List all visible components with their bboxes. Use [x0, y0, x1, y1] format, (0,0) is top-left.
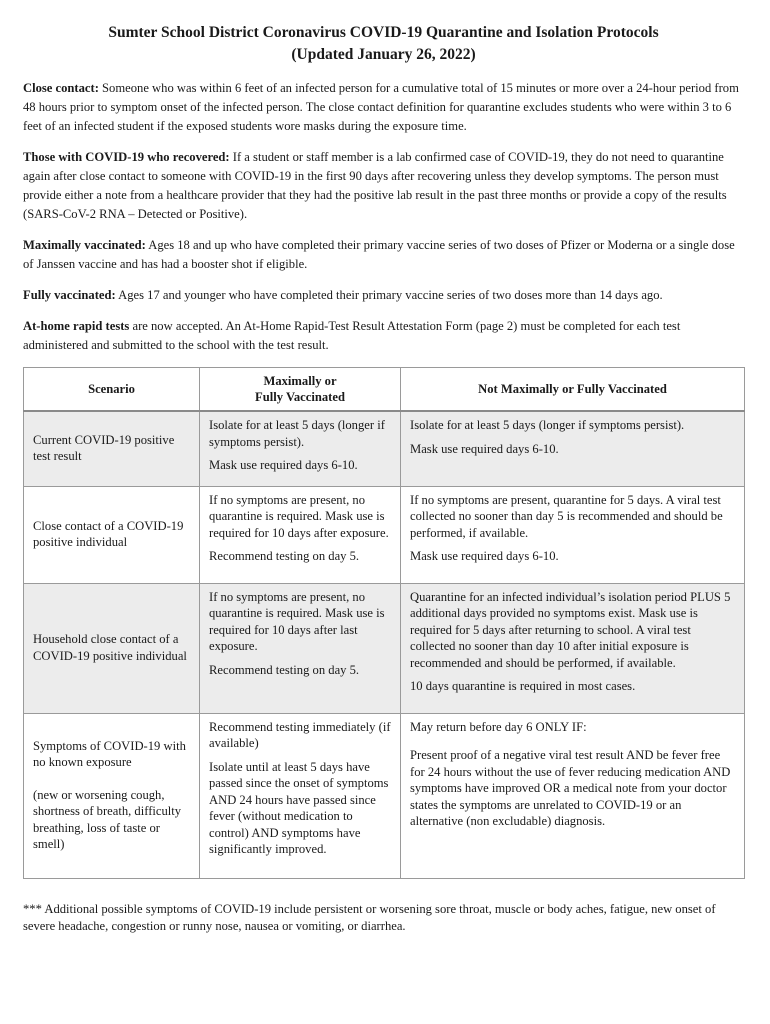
- cell-text: Isolate for at least 5 days (longer if symptoms persist).: [209, 418, 385, 449]
- header-max-line-1: Maximally or: [263, 373, 337, 388]
- definition-at-home-tests: [23, 317, 744, 355]
- cell-text: Isolate until at least 5 days have passed since the onset of symptoms AND 24 hours have passed since fever (without medication to control) AND symptoms have significantly improved.: [209, 759, 389, 856]
- max-vaccinated-cell: [200, 583, 401, 713]
- cell-text: Recommend testing on day 5.: [209, 549, 360, 563]
- protocol-table: [23, 367, 745, 879]
- definition-text: Someone who was within 6 feet of an infected person for a cumulative total of 15 minutes or more over a 24-hour period from 48 hours prior to symptom onset of the infected person. The close contact definition for quarantine excludes students who were within 3 to 6 feet of an infected student if the exposed students wore masks during the exposure time.: [23, 81, 739, 133]
- document-page: [23, 22, 744, 947]
- not-vaccinated-cell: [401, 411, 745, 486]
- header-max-line-2: Fully Vaccinated: [255, 390, 345, 404]
- cell-text: Quarantine for an infected individual’s isolation period PLUS 5 additional days provided no symptoms exist. Mask use is required for 5 days after returning to school. A viral test collected no sooner than day 10 after initial exposure is recommended and should be performed, if available.: [410, 589, 731, 670]
- scenario-text: Symptoms of COVID-19 with no known exposure: [33, 738, 186, 769]
- title-line-1: Sumter School District Coronavirus COVID-19 Quarantine and Isolation Protocols: [108, 24, 659, 41]
- definition-text: Ages 18 and up who have completed their primary vaccine series of two doses of Pfizer or Moderna or a single dose of Janssen vaccine and has had a booster shot if eligible.: [23, 238, 735, 271]
- definition-fully-vaccinated: [23, 286, 744, 305]
- definition-term: Fully vaccinated:: [23, 288, 116, 302]
- scenario-cell: [24, 486, 200, 583]
- header-not-maximally-vaccinated: Not Maximally or Fully Vaccinated: [401, 368, 745, 412]
- cell-text: 10 days quarantine is required in most cases.: [410, 679, 636, 693]
- definition-maximally-vaccinated: [23, 236, 744, 274]
- scenario-text: Close contact of a COVID-19 positive individual: [33, 518, 184, 549]
- cell-text: Recommend testing immediately (if available): [209, 719, 391, 750]
- cell-text: If no symptoms are present, no quarantine is required. Mask use is required for 10 days after exposure.: [209, 492, 389, 540]
- cell-text: If no symptoms are present, no quarantine is required. Mask use is required for 10 days after last exposure.: [209, 589, 385, 653]
- definition-close-contact: [23, 79, 744, 136]
- header-scenario: Scenario: [24, 368, 200, 412]
- definition-term: Those with COVID-19 who recovered:: [23, 150, 230, 164]
- scenario-cell: [24, 583, 200, 713]
- scenario-cell: [24, 411, 200, 486]
- cell-text: Mask use required days 6-10.: [410, 549, 559, 563]
- not-vaccinated-cell: [401, 713, 745, 878]
- cell-text: Mask use required days 6-10.: [410, 441, 559, 456]
- cell-text: Isolate for at least 5 days (longer if symptoms persist).: [410, 418, 685, 432]
- not-vaccinated-cell: [401, 486, 745, 583]
- cell-text: Mask use required days 6-10.: [209, 458, 358, 472]
- table-row: [24, 713, 745, 878]
- cell-text: If no symptoms are present, quarantine for 5 days. A viral test collected no sooner than day 5 is recommended and should be performed, if available.: [410, 492, 723, 540]
- max-vaccinated-cell: [200, 486, 401, 583]
- definition-term: Close contact:: [23, 81, 99, 95]
- document-title: [23, 22, 744, 66]
- scenario-cell: [24, 713, 200, 878]
- footnote: *** Additional possible symptoms of COVID-19 include persistent or worsening sore throat, muscle or body aches, fatigue, new onset of severe headache, congestion or runny nose, nausea or vomiting, or diarrhea.: [23, 901, 716, 933]
- table-row: [24, 411, 745, 486]
- definition-text: Ages 17 and younger who have completed their primary vaccine series of two doses more than 14 days ago.: [115, 288, 663, 302]
- definition-term: Maximally vaccinated:: [23, 238, 146, 252]
- not-vaccinated-cell: [401, 583, 745, 713]
- cell-text: May return before day 6 ONLY IF:: [410, 719, 587, 734]
- max-vaccinated-cell: [200, 411, 401, 486]
- title-line-2: (Updated January 26, 2022): [291, 46, 476, 63]
- table-row: [24, 486, 745, 583]
- definition-recovered: [23, 148, 744, 224]
- definition-text: are now accepted. An At-Home Rapid-Test Result Attestation Form (page 2) must be completed for each test administered and submitted to the school with the test result.: [23, 319, 681, 352]
- max-vaccinated-cell: [200, 713, 401, 878]
- definition-text: If a student or staff member is a lab confirmed case of COVID-19, they do not need to quarantine again after close contact to someone with COVID-19 in the first 90 days after recovering unless they develop symptoms. The person must provide either a note from a healthcare provider that they had the positive lab result in the past three months or provide a copy of the results (SARS-CoV-2 RNA – Detected or Positive).: [23, 150, 727, 221]
- header-maximally-vaccinated: [200, 368, 401, 412]
- scenario-text: Current COVID-19 positive test result: [33, 432, 175, 464]
- definitions-section: [23, 79, 744, 355]
- cell-text: Present proof of a negative viral test result AND be fever free for 24 hours without the use of fever reducing medication AND symptoms have improved OR a medical note from your doctor states the symptoms are unrelated to COVID-19 or an alternative (non excludable) diagnosis.: [410, 748, 731, 828]
- definition-term: At-home rapid tests: [23, 319, 130, 333]
- cell-text: Recommend testing on day 5.: [209, 662, 360, 677]
- table-row: [24, 583, 745, 713]
- scenario-text: Household close contact of a COVID-19 positive individual: [33, 632, 187, 663]
- scenario-symptom-list: (new or worsening cough, shortness of breath, difficulty breathing, loss of taste or smell): [33, 787, 182, 851]
- table-header-row: [24, 368, 745, 412]
